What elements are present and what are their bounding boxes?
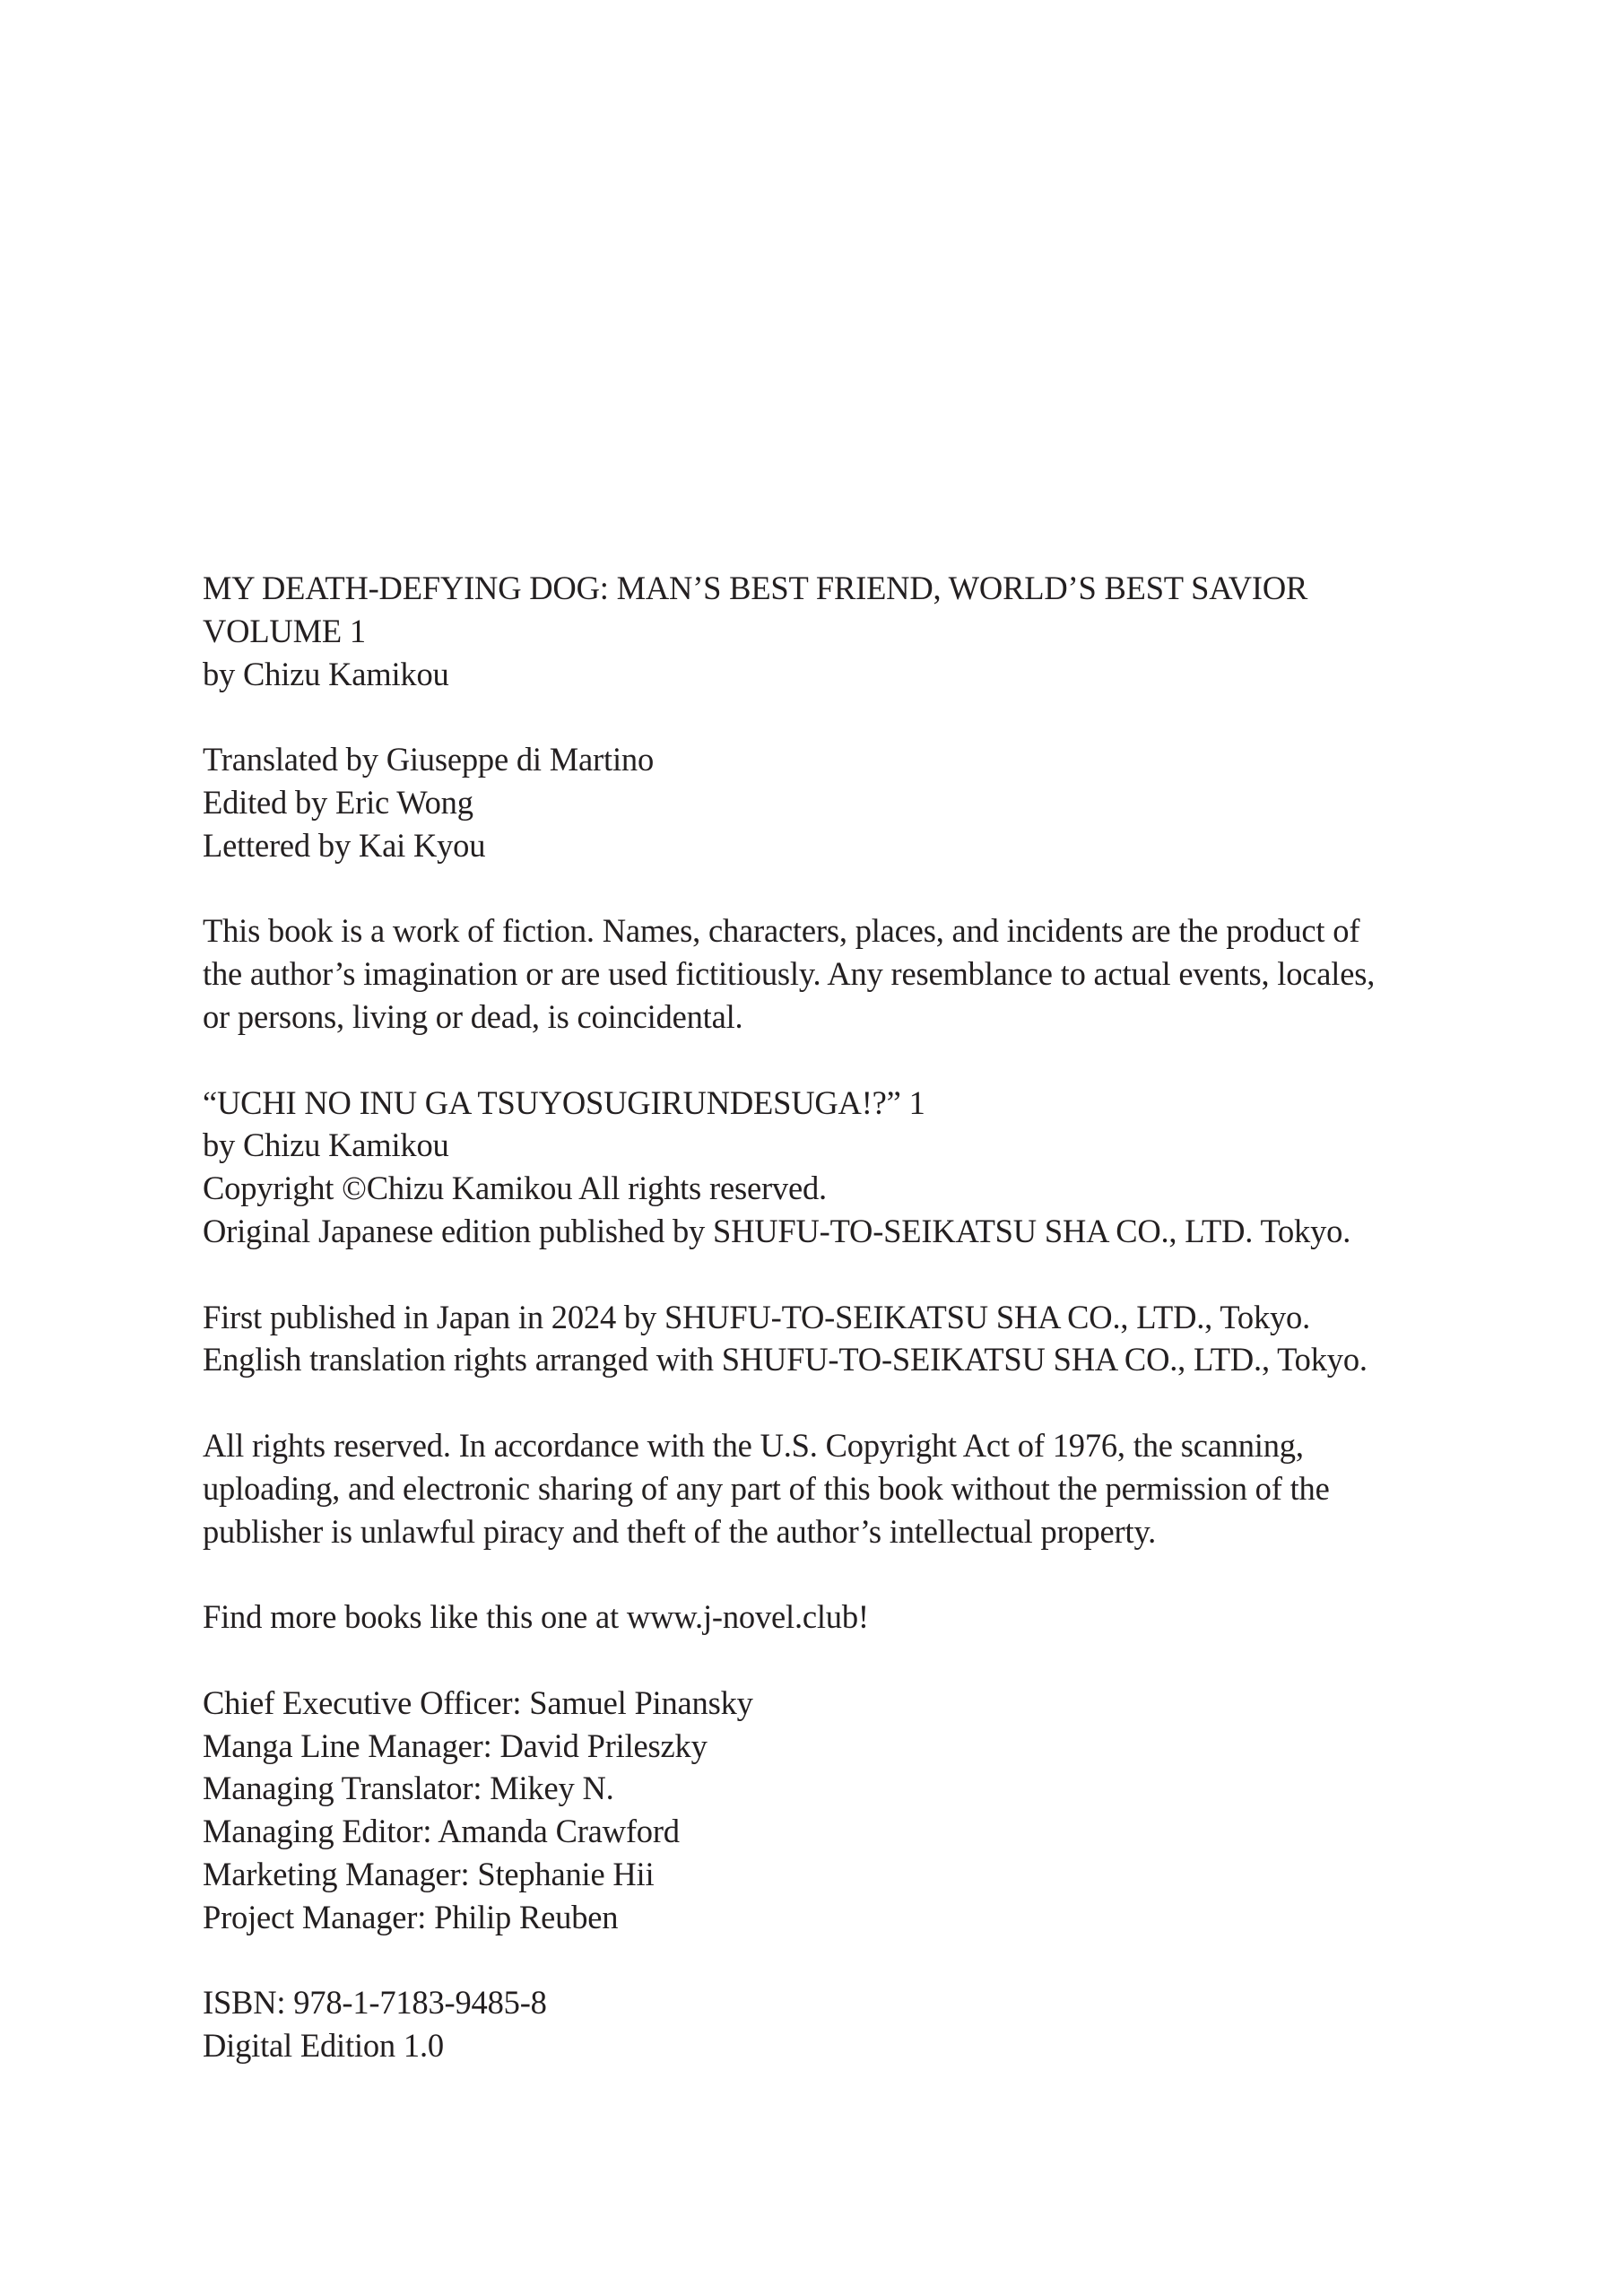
- letterer-credit: Lettered by Kai Kyou: [203, 826, 486, 864]
- edition-info: [203, 1981, 1485, 2067]
- company-staff: [203, 1682, 1485, 1939]
- translator-credit: Translated by Giuseppe di Martino: [203, 741, 654, 778]
- edition-number: Digital Edition 1.0: [203, 2027, 444, 2065]
- staff-managing-editor: Managing Editor: Amanda Crawford: [203, 1813, 680, 1850]
- staff-project-manager: Project Manager: Philip Reuben: [203, 1898, 619, 1935]
- author-credit: by Chizu Kamikou: [203, 655, 449, 692]
- website-promo: [203, 1596, 1485, 1639]
- website-line: Find more books like this one at www.j-novel.club!: [203, 1598, 869, 1636]
- original-publisher: Original Japanese edition published by SHUFU-TO-SEIKATSU SHA CO., LTD. Tokyo.: [203, 1212, 1351, 1249]
- isbn: ISBN: 978-1-7183-9485-8: [203, 1984, 547, 2022]
- rights-reserved-notice: [203, 1424, 1485, 1552]
- staff-managing-translator: Managing Translator: Mikey N.: [203, 1770, 614, 1807]
- staff-credits: [203, 738, 1485, 866]
- translation-rights-line: English translation rights arranged with SHUFU-TO-SEIKATSU SHA CO., LTD., Tokyo.: [203, 1341, 1368, 1378]
- disclaimer-line: or persons, living or dead, is coincidental.: [203, 997, 743, 1035]
- series-title: MY DEATH-DEFYING DOG: MAN’S BEST FRIEND, WORLD’S BEST SAVIOR: [203, 570, 1308, 606]
- original-author: by Chizu Kamikou: [203, 1126, 449, 1164]
- copyright-text-block: [203, 567, 1485, 2067]
- rights-line: All rights reserved. In accordance with the U.S. Copyright Act of 1976, the scanning,: [203, 1426, 1304, 1464]
- copyright-notice: Copyright ©Chizu Kamikou All rights reserved.: [203, 1170, 827, 1207]
- publication-rights: [203, 1296, 1485, 1382]
- editor-credit: Edited by Eric Wong: [203, 783, 473, 821]
- fiction-disclaimer: [203, 909, 1485, 1038]
- staff-manga-line-manager: Manga Line Manager: David Prileszky: [203, 1726, 708, 1764]
- rights-line: uploading, and electronic sharing of any part of this book without the permission of the: [203, 1469, 1330, 1507]
- first-published-line: First published in Japan in 2024 by SHUFU-TO-SEIKATSU SHA CO., LTD., Tokyo.: [203, 1298, 1311, 1335]
- rights-line: publisher is unlawful piracy and theft of the author’s intellectual property.: [203, 1512, 1157, 1550]
- disclaimer-line: This book is a work of fiction. Names, characters, places, and incidents are the product of: [203, 912, 1360, 950]
- staff-marketing-manager: Marketing Manager: Stephanie Hii: [203, 1855, 655, 1892]
- title-block: [203, 567, 1485, 695]
- original-title: “UCHI NO INU GA TSUYOSUGIRUNDESUGA!?” 1: [203, 1083, 925, 1121]
- volume-number: VOLUME 1: [203, 612, 366, 649]
- staff-ceo: Chief Executive Officer: Samuel Pinansky: [203, 1683, 753, 1721]
- original-edition-info: [203, 1082, 1485, 1253]
- disclaimer-line: the author’s imagination or are used fictitiously. Any resemblance to actual events, locales,: [203, 955, 1376, 993]
